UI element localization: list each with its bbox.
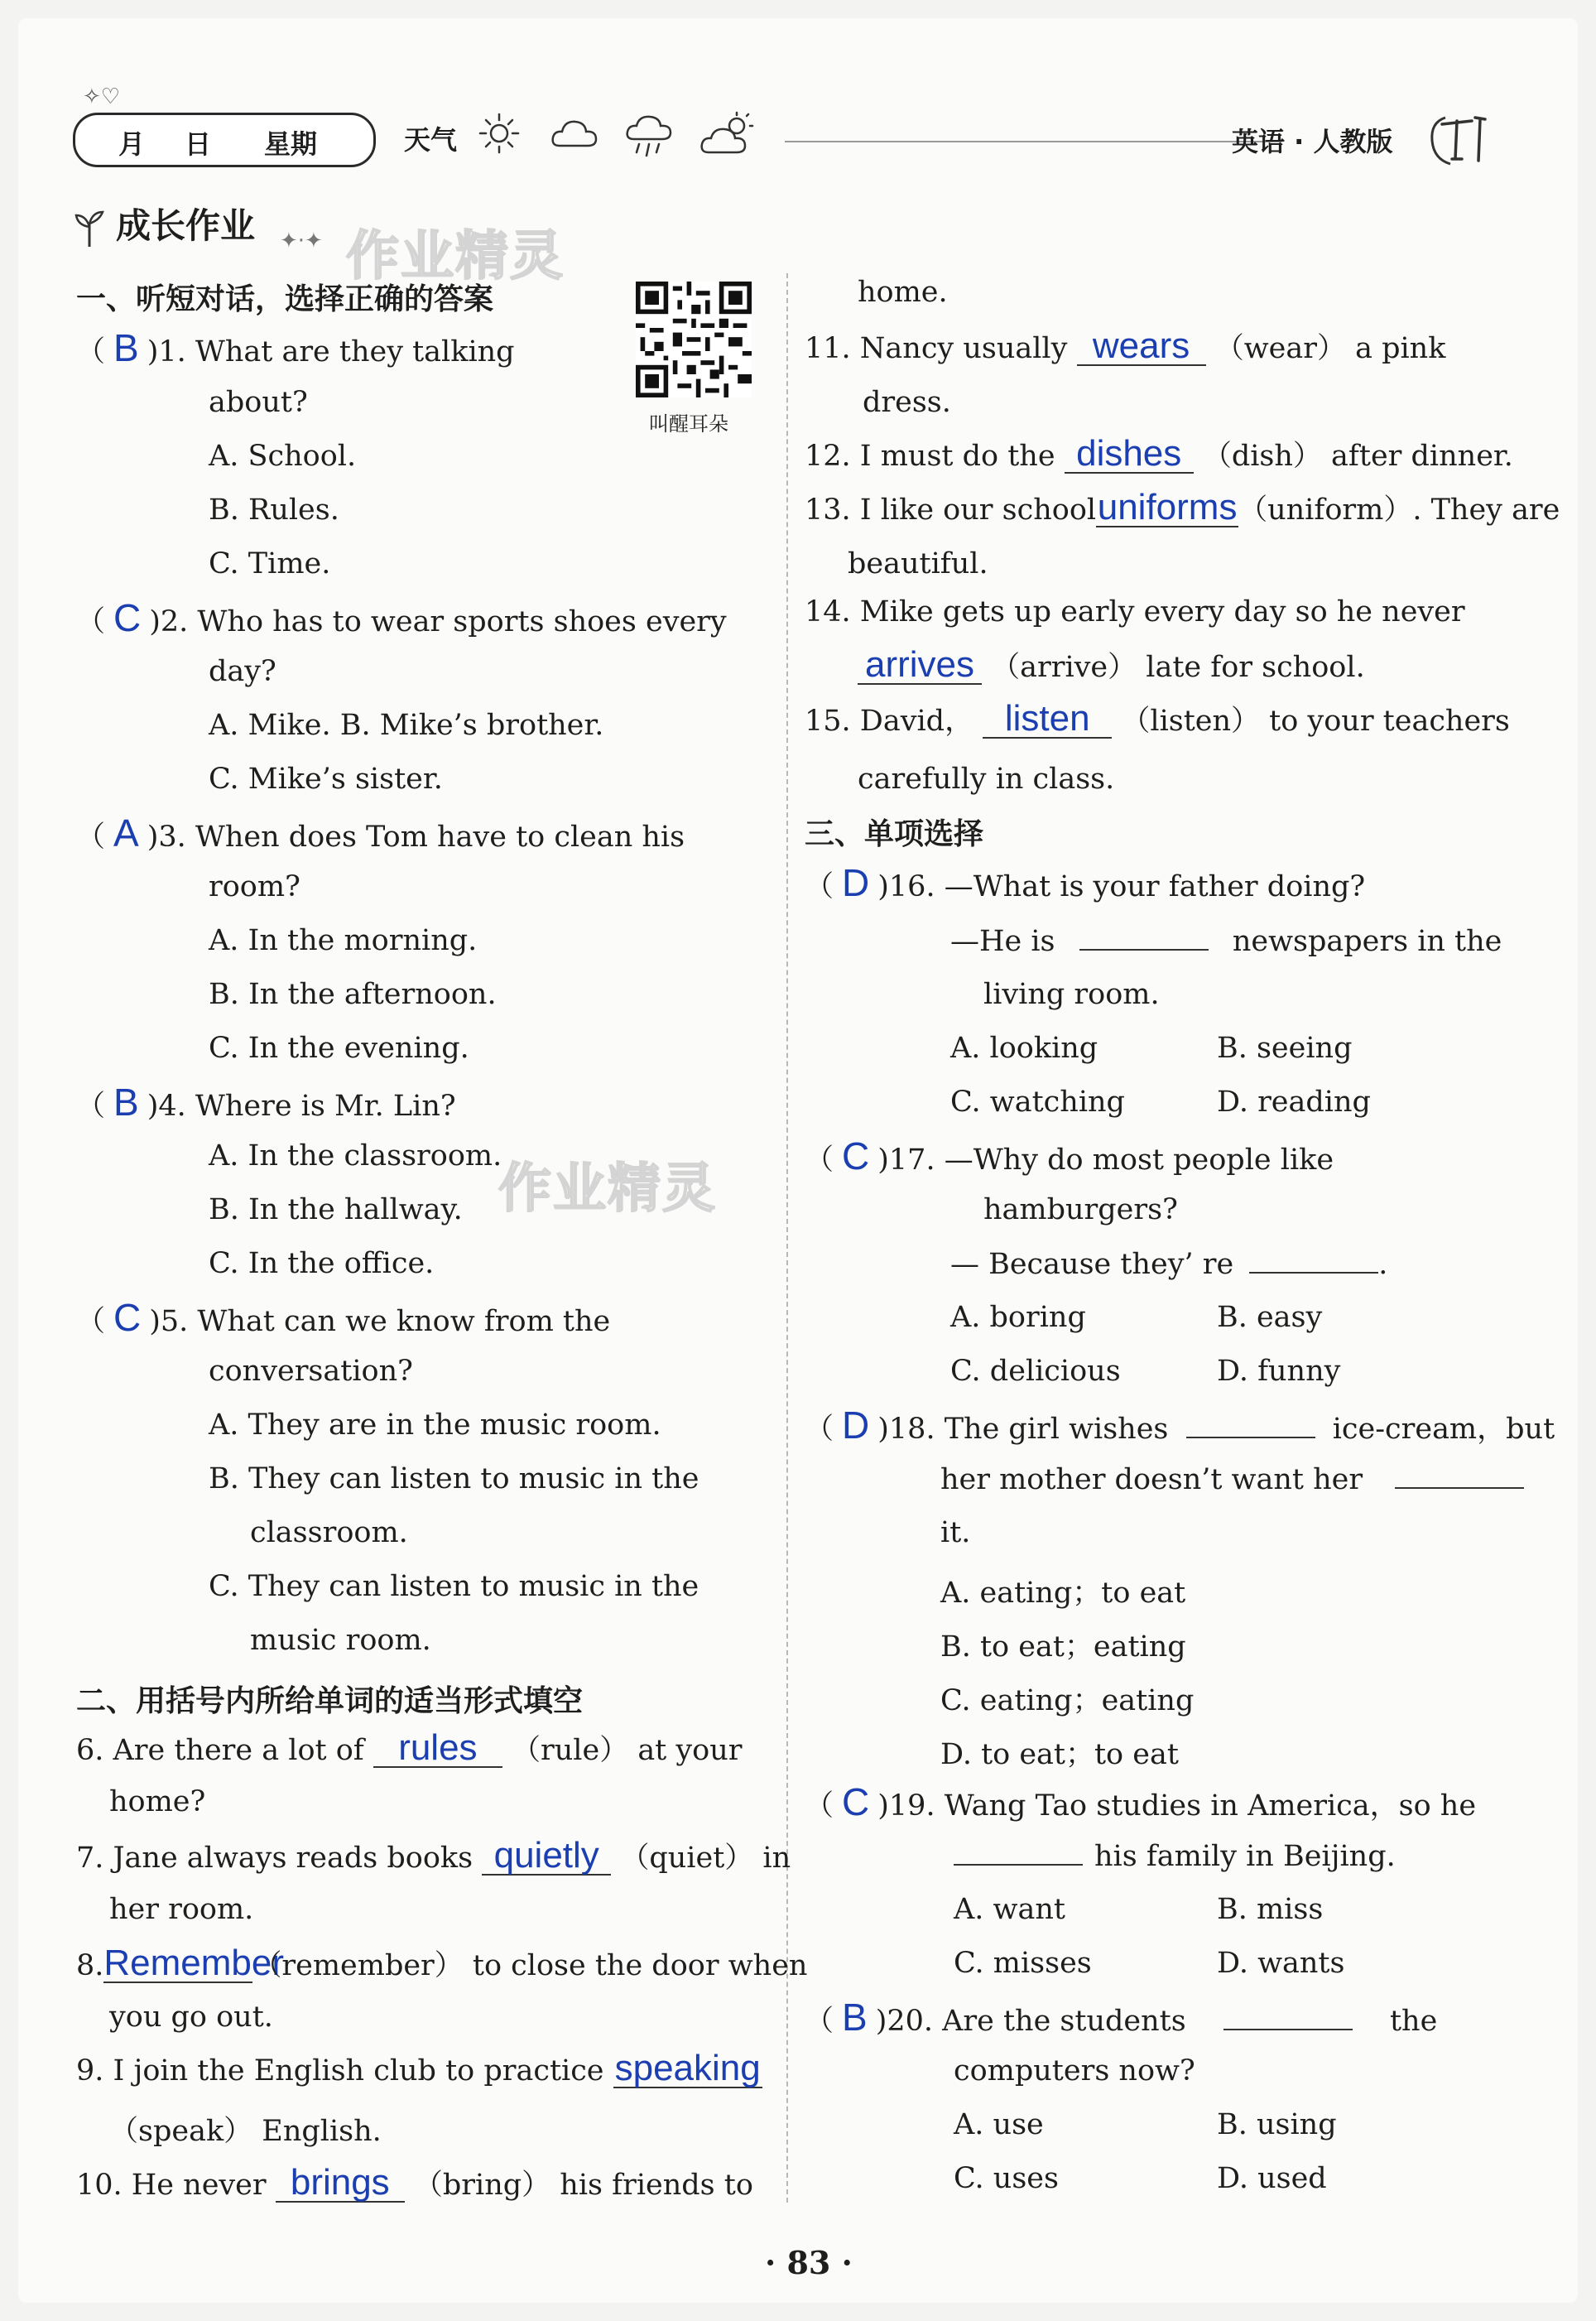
question-11-pre: 11. Nancy usually — [805, 332, 1068, 365]
question-10-cont: home. — [858, 276, 948, 309]
question-5-text: )5. What can we know from the — [149, 1305, 611, 1338]
question-16-line2 — [950, 924, 1502, 958]
option-4a: A. In the classroom. — [209, 1139, 502, 1173]
question-11-cont: dress. — [863, 386, 951, 419]
answer-1: B — [113, 326, 139, 369]
answer-16: D — [842, 861, 870, 904]
question-8-cont: you go out. — [109, 2001, 273, 2034]
question-2-text: )2. Who has to wear sports shoes every — [149, 605, 727, 638]
date-box — [73, 113, 376, 167]
option-16b: B. seeing — [1217, 1032, 1353, 1065]
option-18c: C. eating；eating — [940, 1684, 1195, 1717]
option-4b: B. In the hallway. — [209, 1193, 463, 1226]
answer-2: C — [113, 596, 142, 639]
qr-caption: 叫醒耳朵 — [649, 412, 728, 436]
option-5b-cont: classroom. — [250, 1516, 408, 1549]
option-18b: B. to eat；eating — [940, 1630, 1186, 1664]
blank-18a — [1186, 1412, 1315, 1438]
answer-11: wears — [1077, 328, 1206, 366]
column-divider — [786, 273, 788, 2203]
question-4: （ B )4. Where is Mr. Lin? — [76, 1081, 456, 1124]
option-3b: B. In the afternoon. — [209, 978, 497, 1011]
watermark-text: 作业精灵 — [498, 1158, 717, 1220]
question-8-post: （remember） to close the door when — [252, 1949, 808, 1982]
question-20-line2: computers now? — [954, 2054, 1195, 2087]
question-18-line2-text: her mother doesn’t want her — [940, 1463, 1363, 1496]
option-1a: A. School. — [209, 440, 357, 473]
question-10-post: （bring） his friends to — [413, 2169, 753, 2202]
question-8-pre: 8. — [76, 1949, 104, 1982]
option-16c: C. watching — [950, 1086, 1125, 1119]
weather-label: 天气 — [404, 124, 458, 156]
question-9-pre: 9. I join the English club to practice — [76, 2054, 604, 2087]
question-7 — [76, 1835, 791, 1876]
blank-16 — [1079, 924, 1209, 951]
question-17-line3-a: — Because they’ re — [950, 1248, 1234, 1281]
question-6-post: （rule） at your — [512, 1734, 743, 1767]
partly-cloudy-icon — [699, 111, 757, 161]
question-14: 14. Mike gets up early every day so he never — [805, 595, 1465, 628]
question-10-pre: 10. He never — [76, 2169, 267, 2202]
question-16: （ D )16. —What is your father doing? — [805, 861, 1366, 904]
question-15-pre: 15. David， — [805, 705, 974, 738]
question-6-pre: 6. Are there a lot of — [76, 1734, 364, 1767]
question-11-post: （wear） a pink — [1214, 332, 1446, 365]
question-17: （ C )17. —Why do most people like — [805, 1134, 1334, 1177]
question-1-text-cont: about? — [209, 386, 308, 419]
brand-logo-icon — [1421, 106, 1503, 172]
option-4c: C. In the office. — [209, 1247, 435, 1280]
page-header — [73, 84, 1505, 176]
question-16-line3: living room. — [983, 978, 1160, 1011]
question-6-cont: home? — [109, 1785, 206, 1818]
question-19-line2-text: his family in Beijing. — [1094, 1840, 1396, 1873]
option-2c: C. Mike’s sister. — [209, 763, 443, 796]
part2-heading: 二、用括号内所给单词的适当形式填空 — [76, 1684, 584, 1718]
sprout-icon — [73, 209, 106, 248]
question-18-text: )18. The girl wishes — [877, 1413, 1169, 1446]
question-14-post: （arrive） late for school. — [991, 651, 1365, 684]
question-19: （ C )19. Wang Tao studies in America，so he — [805, 1780, 1477, 1823]
answer-15: listen — [983, 701, 1112, 739]
question-13 — [805, 487, 1560, 528]
answer-7: quietly — [482, 1837, 611, 1876]
option-17c: C. delicious — [950, 1355, 1121, 1388]
option-1b: B. Rules. — [209, 494, 339, 527]
decorative-doodle-icon: ✧♡ — [83, 84, 121, 109]
option-5c: C. They can listen to music in the — [209, 1570, 699, 1603]
cloud-icon — [548, 111, 601, 156]
option-16d: D. reading — [1217, 1086, 1371, 1119]
question-18: （ D )18. The girl wishes ice-cream，but — [805, 1404, 1555, 1447]
option-18d: D. to eat；to eat — [940, 1738, 1179, 1771]
part1-heading: 一、听短对话，选择正确的答案 — [76, 282, 494, 316]
option-20a: A. use — [954, 2108, 1044, 2141]
option-3c: C. In the evening. — [209, 1032, 469, 1065]
question-15-post: （listen） to your teachers — [1121, 705, 1510, 738]
question-9-cont: （speak） English. — [109, 2115, 382, 2148]
question-7-post: （quiet） in — [620, 1842, 791, 1875]
answer-13: uniforms — [1097, 487, 1238, 527]
answer-10: brings — [276, 2165, 405, 2203]
rain-cloud-icon — [623, 111, 675, 161]
question-14-cont — [858, 644, 1365, 686]
option-18a: A. eating；to eat — [940, 1577, 1186, 1610]
question-19-text: )19. Wang Tao studies in America，so he — [877, 1789, 1477, 1823]
option-20b: B. using — [1217, 2108, 1337, 2141]
question-3-text-cont: room? — [209, 870, 300, 903]
part3-heading: 三、单项选择 — [805, 817, 984, 851]
day-label: 日 — [185, 128, 212, 160]
blank-17 — [1249, 1247, 1378, 1274]
month-label: 月 — [118, 128, 146, 160]
question-20-text: )20. Are the students — [875, 2005, 1186, 2038]
question-17-text: )17. —Why do most people like — [877, 1144, 1334, 1177]
option-17d: D. funny — [1217, 1355, 1341, 1388]
option-20c: C. uses — [954, 2162, 1059, 2195]
page-number: · 83 · — [765, 2244, 853, 2281]
question-12 — [805, 433, 1513, 474]
answer-3: A — [113, 811, 139, 855]
question-15 — [805, 698, 1510, 739]
answer-12: dishes — [1065, 436, 1194, 474]
question-15-cont: carefully in class. — [858, 763, 1115, 796]
option-17b: B. easy — [1217, 1301, 1323, 1334]
question-16-line2-b: newspapers in the — [1232, 925, 1502, 958]
question-5-text-cont: conversation? — [209, 1355, 413, 1388]
question-20: （ B )20. Are the students the — [805, 1996, 1438, 2039]
answer-17: C — [842, 1134, 870, 1177]
option-20d: D. used — [1217, 2162, 1327, 2195]
answer-14: arrives — [858, 647, 982, 685]
option-19d: D. wants — [1217, 1947, 1345, 1980]
question-16-text: )16. —What is your father doing? — [877, 870, 1366, 903]
watermark-text: 作业精灵 — [346, 226, 565, 287]
answer-6: rules — [373, 1730, 502, 1768]
question-6 — [76, 1727, 743, 1769]
option-5b: B. They can listen to music in the — [209, 1462, 699, 1495]
question-2-text-cont: day? — [209, 655, 276, 688]
blank-20 — [1223, 2004, 1353, 2030]
question-3: （ A )3. When does Tom have to clean his — [76, 811, 685, 855]
question-16-line2-a: —He is — [950, 925, 1055, 958]
question-17-line3 — [950, 1247, 1387, 1281]
answer-18: D — [842, 1404, 870, 1447]
answer-19: C — [842, 1780, 870, 1823]
qr-code-icon[interactable] — [636, 282, 752, 397]
question-7-pre: 7. Jane always reads books — [76, 1842, 474, 1875]
question-9 — [76, 2050, 762, 2088]
question-1-text: )1. What are they talking — [147, 335, 515, 368]
option-17a: A. boring — [950, 1301, 1086, 1334]
question-18-line3: it. — [940, 1516, 971, 1549]
option-5c-cont: music room. — [250, 1624, 431, 1657]
answer-9: speaking — [614, 2048, 761, 2088]
question-12-pre: 12. I must do the — [805, 440, 1055, 473]
answer-5: C — [113, 1296, 142, 1339]
question-11 — [805, 325, 1445, 367]
answer-8: Remember — [103, 1943, 285, 1983]
question-1: （ B )1. What are they talking — [76, 326, 515, 369]
blank-19 — [954, 1839, 1083, 1866]
question-8 — [76, 1943, 807, 1984]
header-rule — [785, 141, 1281, 142]
option-19b: B. miss — [1217, 1893, 1324, 1926]
question-18-line2 — [940, 1462, 1524, 1496]
question-13-cont: beautiful. — [848, 547, 988, 580]
question-13-pre: 13. I like our school — [805, 494, 1097, 527]
question-3-text: )3. When does Tom have to clean his — [147, 821, 685, 854]
option-5a: A. They are in the music room. — [209, 1408, 661, 1442]
question-20-text-b: the — [1389, 2005, 1438, 2038]
question-12-post: （dish） after dinner. — [1202, 440, 1513, 473]
sparkle-icon: ✦·✦ — [280, 229, 323, 253]
option-19a: A. want — [954, 1893, 1065, 1926]
question-17-line3-b: . — [1378, 1248, 1388, 1281]
question-18-text-b: ice-cream，but — [1332, 1413, 1555, 1446]
weekday-label: 星期 — [264, 128, 318, 160]
answer-4: B — [113, 1081, 139, 1124]
question-5: （ C )5. What can we know from the — [76, 1296, 611, 1339]
answer-20: B — [842, 1996, 868, 2039]
question-13-post: （uniform）. They are — [1238, 494, 1560, 527]
question-10 — [76, 2162, 753, 2203]
blank-18b — [1395, 1462, 1524, 1489]
option-19c: C. misses — [954, 1947, 1092, 1980]
option-3a: A. In the morning. — [209, 924, 478, 957]
question-17-line2: hamburgers? — [983, 1193, 1178, 1226]
sun-icon — [477, 111, 522, 156]
question-7-cont: her room. — [109, 1893, 254, 1926]
option-16a: A. looking — [950, 1032, 1098, 1065]
option-1c: C. Time. — [209, 547, 331, 580]
section-title: 成长作业 — [116, 205, 256, 246]
subject-label: 英语 · 人教版 — [1232, 126, 1393, 157]
option-2ab: A. Mike. B. Mike’s brother. — [209, 709, 604, 742]
question-19-line2 — [954, 1839, 1396, 1873]
question-4-text: )4. Where is Mr. Lin? — [147, 1090, 456, 1123]
question-2: （ C )2. Who has to wear sports shoes every — [76, 596, 727, 639]
